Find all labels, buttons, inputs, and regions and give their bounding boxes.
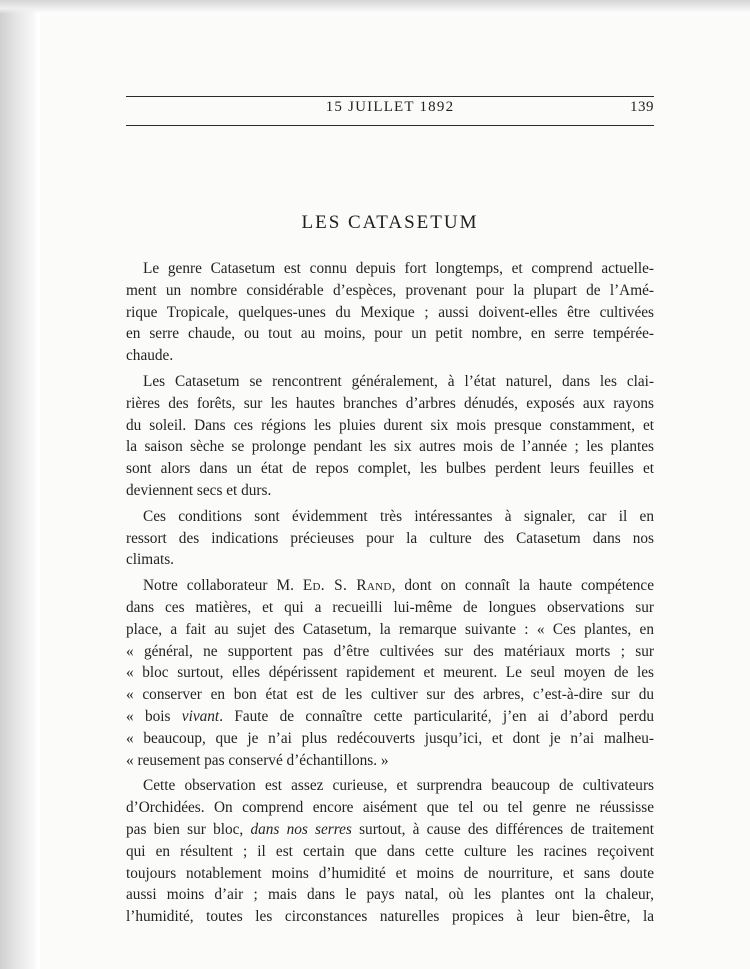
header-rule-top — [126, 96, 654, 97]
italic-word: vivant — [181, 707, 220, 725]
text-line: dans ces matières, et qui a recueilli lui-même de longues observations sur — [126, 598, 654, 616]
quote-line: « général, ne supportent pas d’être cultivées sur des matériaux morts ; sur — [126, 642, 654, 660]
text-fragment: . Faute de connaître cette particularité, j’en ai d’abord perdu — [219, 707, 655, 725]
scan-left-edge — [0, 0, 38, 969]
text-line: Ces conditions sont évidemment très intéressantes à signaler, car il en — [143, 507, 654, 525]
text-line: rique Tropicale, quelques-unes du Mexique ; aussi doivent-elles être cultivées — [126, 303, 654, 321]
quote-line: « reusement pas conservé d’échantillons. » — [126, 751, 389, 769]
text-line: du soleil. Dans ces régions les pluies durent six mois presque constamment, et — [126, 416, 654, 434]
paragraph-3 — [126, 506, 654, 571]
text-line: climats. — [126, 551, 175, 569]
quote-line: « conserver en bon état est de les cultiver sur des arbres, c’est-à-dire sur du — [126, 686, 654, 704]
header-rule-bottom — [126, 125, 654, 126]
scan-top-edge — [0, 0, 750, 14]
text-line: Les Catasetum se rencontrent généralement, à l’état naturel, dans les clai- — [143, 372, 654, 390]
text-line: Le genre Catasetum est connu depuis fort longtemps, et comprend actuelle- — [143, 260, 654, 277]
text-fragment: pas bien sur bloc, — [126, 820, 251, 838]
text-line: ressort des indications précieuses pour la culture des Catasetum dans nos — [126, 529, 654, 547]
text-line: qui en résultent ; il est certain que dans cette culture les racines reçoivent — [126, 842, 654, 860]
text-line: toujours notablement moins d’humidité et moins de nourriture, et sans doute — [126, 864, 654, 882]
text-line: ment un nombre considérable d’espèces, provenant pour la plupart de l’Amé- — [126, 281, 654, 299]
quote-line: « bloc surtout, elles dépérissent rapidement et meurent. Le seul moyen de les — [126, 664, 654, 682]
paragraph-1 — [126, 258, 654, 367]
text-line: chaude. — [126, 347, 174, 365]
paragraph-5 — [126, 775, 654, 928]
text-line: d’Orchidées. On comprend encore aisément que tel ou tel genre ne réussisse — [126, 799, 654, 817]
article-title: LES CATASETUM — [301, 212, 479, 233]
text-line: la saison sèche se prolonge pendant les six autres mois de l’année ; les plantes — [126, 438, 654, 456]
text-fragment: « bois — [126, 707, 182, 725]
text-line: l’humidité, toutes les circonstances naturelles propices à leur bien-être, la — [126, 908, 654, 926]
article-body — [126, 258, 654, 932]
author-name: Ed. S. Rand — [302, 577, 392, 595]
text-line — [126, 575, 654, 597]
text-line: rières des forêts, sur les hautes branches d’arbres dénudés, exposés aux rayons — [126, 394, 654, 412]
text-line: aussi moins d’air ; mais dans le pays natal, où les plantes ont la chaleur, — [126, 886, 654, 904]
quote-line — [126, 706, 654, 728]
paragraph-2 — [126, 371, 654, 502]
running-head — [126, 99, 654, 121]
text-line: sont alors dans un état de repos complet, les bulbes perdent leurs feuilles et — [126, 460, 654, 478]
text-fragment: Notre collaborateur M. — [143, 577, 303, 595]
text-line: place, a fait au sujet des Catasetum, la remarque suivante : « Ces plantes, en — [126, 620, 654, 638]
text-line: en serre chaude, ou tout au moins, pour un petit nombre, en serre tempérée- — [126, 325, 654, 343]
text-line: Cette observation est assez curieuse, et surprendra beaucoup de cultivateurs — [143, 777, 654, 795]
paragraph-4 — [126, 575, 654, 771]
text-fragment: surtout, à cause des différences de traitement — [351, 820, 654, 838]
quote-line: « beaucoup, que je n’ai plus redécouverts jusqu’ici, et dont je n’ai malheu- — [126, 729, 654, 747]
text-fragment: , dont on connaît la haute compétence — [391, 577, 654, 595]
text-line: deviennent secs et durs. — [126, 481, 272, 499]
running-head-date: 15 JUILLET 1892 — [325, 99, 455, 115]
text-line — [126, 819, 654, 841]
italic-phrase: dans nos serres — [250, 820, 352, 838]
page-number: 139 — [630, 99, 654, 115]
